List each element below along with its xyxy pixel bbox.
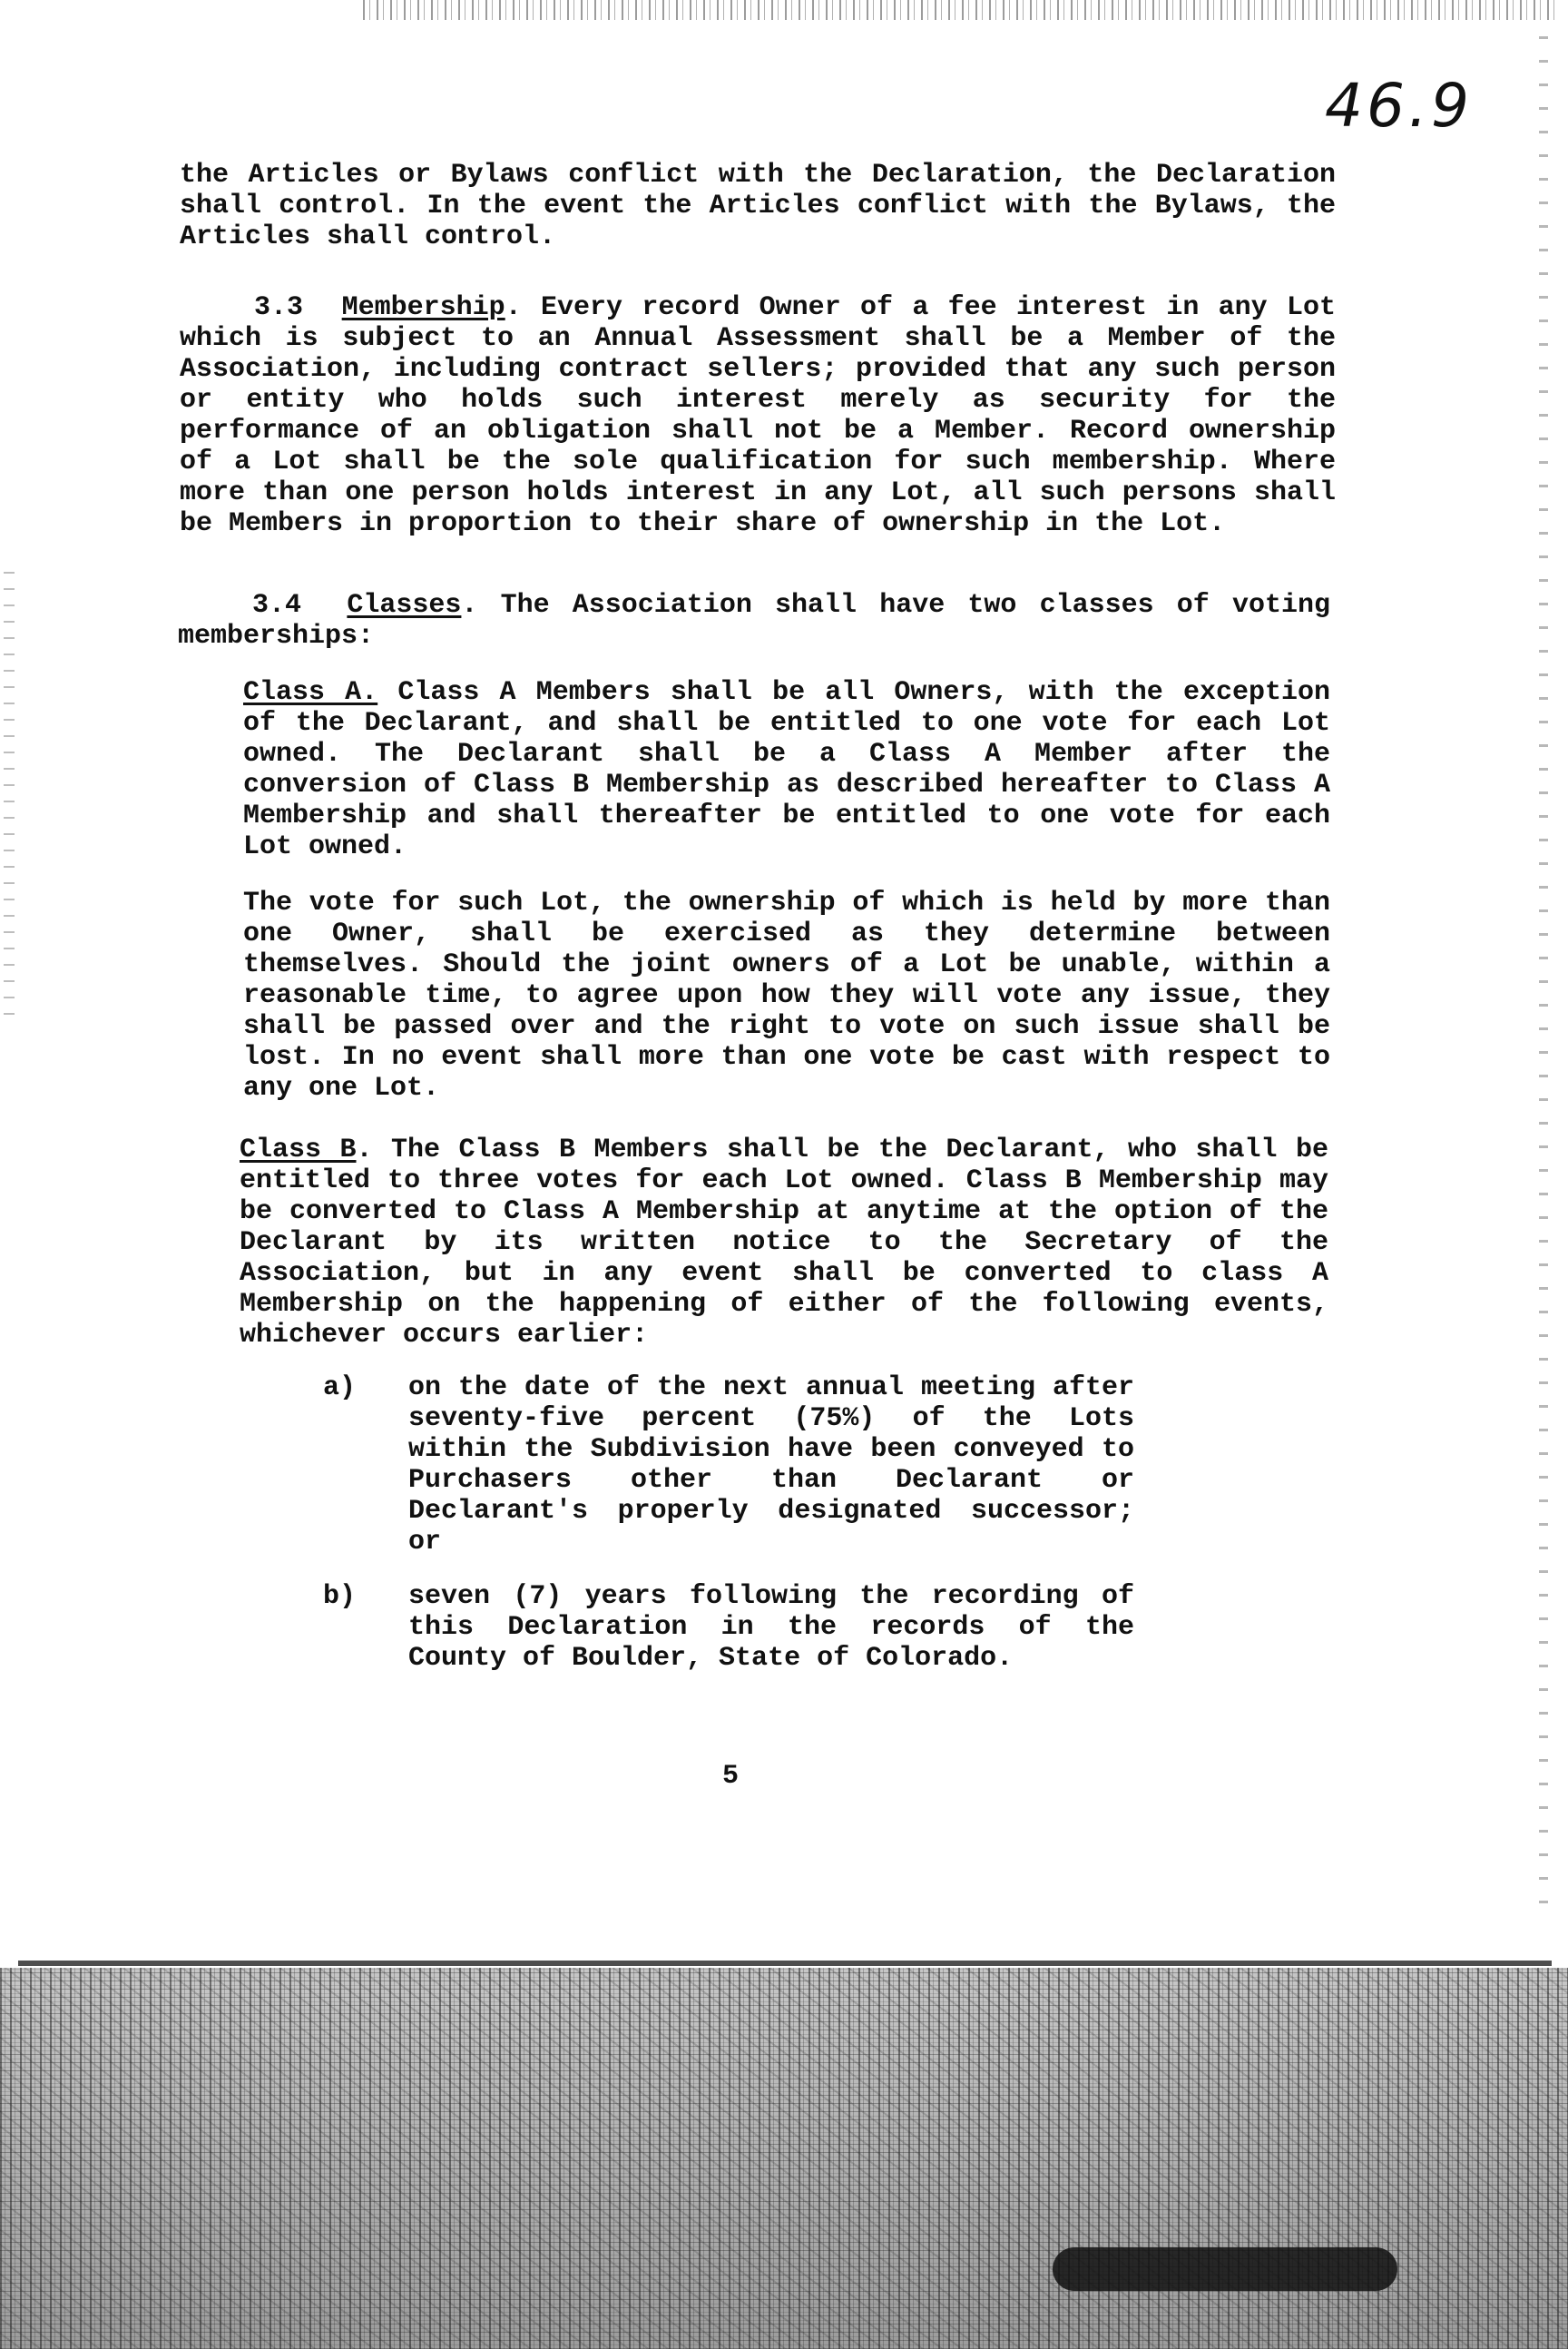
subheading-class-a: Class A. [243,677,378,708]
scan-noise-region [0,1968,1568,2349]
paragraph-class-b [240,1135,1328,1351]
scan-artifact-left [4,572,15,1026]
paragraph-class-a [243,677,1330,862]
paragraph-text: . The Association shall have two classes of voting memberships: [178,590,1330,652]
section-heading-membership: Membership [341,292,505,323]
paragraph-joint-vote [243,888,1330,1104]
paragraph-text: the Articles or Bylaws conflict with the Declaration, the Declaration shall control. In the event the Articles conflict with the Bylaws, the Articles shall control. [180,160,1336,252]
list-item-b: seven (7) years following the recording of this Declaration in the records of the County of Boulder, State of Colorado. [408,1581,1134,1674]
paragraph-classes [178,590,1330,652]
section-number: 3.4 [252,590,302,621]
section-number: 3.3 [254,292,304,323]
subheading-class-b: Class B [240,1135,357,1165]
paragraph-text: . The Class B Members shall be the Declarant, who shall be entitled to three votes for each Lot owned. Class B Membership may be converted to Class A Membership at anytime at the option of the Declarant by its written notice to the Secretary of the Association, but in any event shall be converted to class A Membership on the happening of either of the following events, whichever occurs earlier: [240,1135,1328,1351]
scan-noise-blob [1053,2247,1397,2291]
paragraph-text: The vote for such Lot, the ownership of which is held by more than one Owner, shall be exercised as they determine between themselves. Should the joint owners of a Lot be unable, within a reasonable time, to agree upon how they will vote any issue, they shall be passed over and the right to vote on such issue shall be lost. In no event shall more than one vote be cast with respect to any one Lot. [243,888,1330,1104]
scan-edge-line [18,1961,1552,1966]
list-marker-a: a) [323,1372,357,1403]
paragraph-text: . Every record Owner of a fee interest in any Lot which is subject to an Annual Assessment shall be a Member of the Association, including contract sellers; provided that any such person or entity who holds such interest merely as security for the performance of an obligation shall not be a Member. Record ownership of a Lot shall be the sole qualification for such membership. Where more than one person holds interest in any Lot, all such persons shall be Members in proportion to their share of ownership in the Lot. [180,292,1336,539]
section-heading-classes: Classes [347,590,462,621]
list-item-a: on the date of the next annual meeting after seventy-five percent (75%) of the Lots within the Subdivision have been conveyed to Purchasers other than Declarant or Declarant's properly designated successor; or [408,1372,1134,1558]
page-number: 5 [722,1761,740,1792]
scan-artifact-right [1539,36,1548,1924]
scan-artifact-top [363,0,1561,20]
paragraph-text: Class A Members shall be all Owners, with the exception of the Declarant, and shall be entitled to one vote for each Lot owned. The Declarant shall be a Class A Member after the conversion of Class B Membership as described hereafter to Class A Membership and shall thereafter be entitled to one vote for each Lot owned. [243,677,1330,862]
paragraph-membership [180,292,1336,539]
handwritten-page-note: 46.9 [1325,71,1473,141]
list-marker-b: b) [323,1581,357,1612]
paragraph-articles-conflict [180,160,1336,252]
